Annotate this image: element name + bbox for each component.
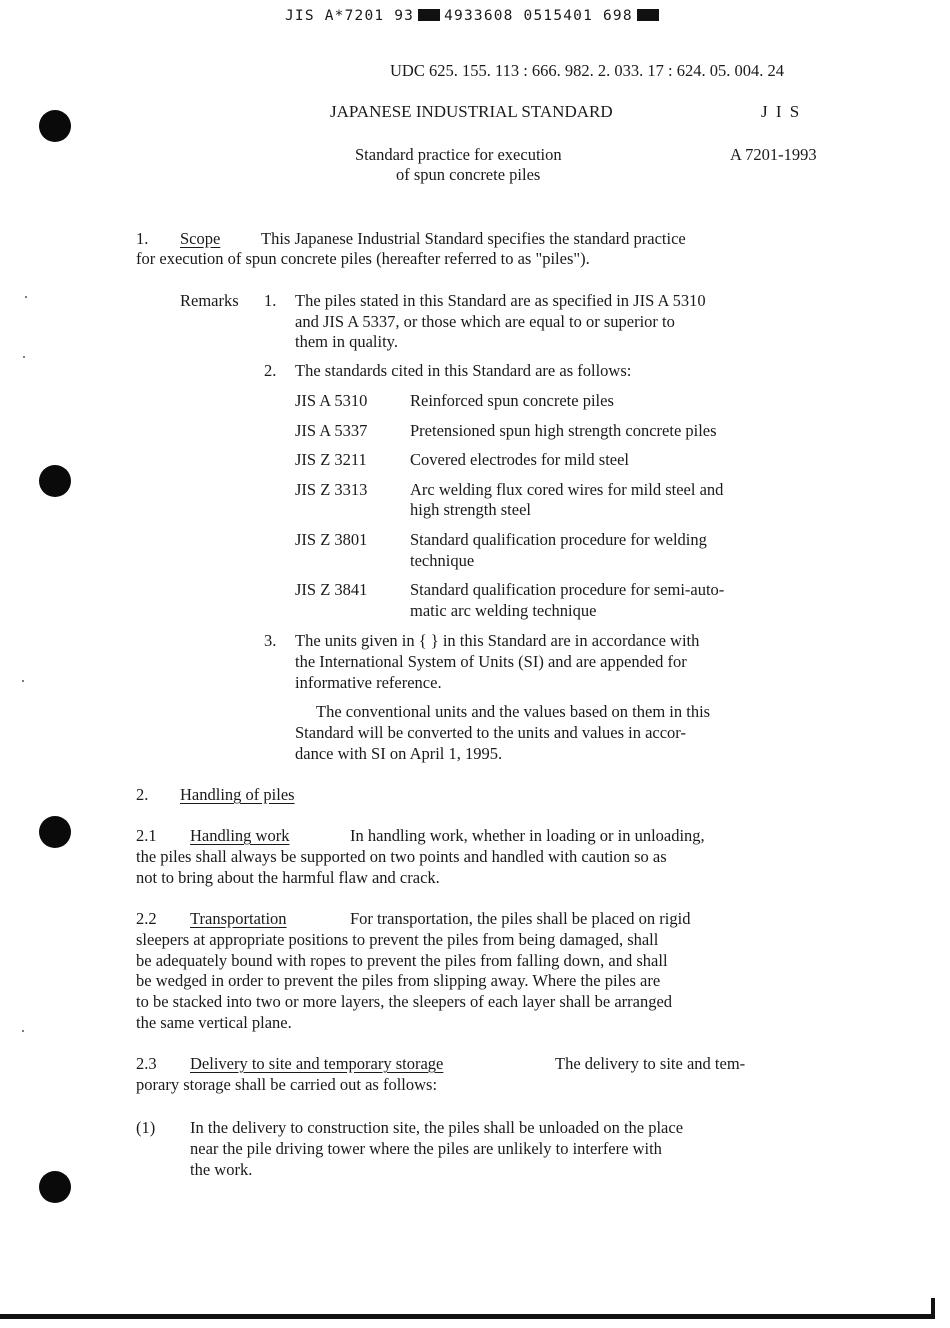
section-2-number: 2. bbox=[136, 785, 149, 804]
standard-title: Pretensioned spun high strength concrete piles bbox=[410, 421, 717, 440]
cited-standard-row bbox=[295, 420, 717, 441]
clause-2-1-heading: Handling work bbox=[190, 826, 290, 845]
clause-2-3-number: 2.3 bbox=[136, 1054, 157, 1073]
clause-2-3-line: The delivery to site and tem- bbox=[555, 1054, 746, 1073]
cited-standard-row bbox=[295, 579, 724, 600]
scope-number: 1. bbox=[136, 229, 149, 248]
remark-3-paragraph-line: Standard will be converted to the units and values in accor- bbox=[295, 723, 686, 742]
remark-3-paragraph-line: The conventional units and the values based on them in this bbox=[316, 702, 711, 721]
standard-code: JIS A 5337 bbox=[295, 421, 368, 440]
scan-speck bbox=[22, 1030, 24, 1032]
standard-title: Arc welding flux cored wires for mild steel and bbox=[410, 480, 724, 499]
clause-2-1-line: not to bring about the harmful flaw and crack. bbox=[136, 868, 440, 887]
standard-title: Standard qualification procedure for semi-auto- bbox=[410, 580, 725, 599]
binder-hole bbox=[39, 1171, 71, 1203]
standard-code: JIS Z 3211 bbox=[295, 450, 367, 469]
clause-2-2-number: 2.2 bbox=[136, 909, 157, 928]
title-line-1: Standard practice for execution bbox=[355, 145, 562, 164]
remark-3-line: The units given in { } in this Standard are in accordance with bbox=[295, 631, 700, 650]
remark-1-line: them in quality. bbox=[295, 332, 398, 351]
remark-3-line: the International System of Units (SI) and are appended for bbox=[295, 652, 687, 671]
standard-designation: A 7201-1993 bbox=[730, 145, 817, 164]
clause-2-2-line: the same vertical plane. bbox=[136, 1013, 292, 1032]
binder-hole bbox=[39, 816, 71, 848]
item-1-line: near the pile driving tower where the piles are unlikely to interfere with bbox=[190, 1139, 662, 1158]
binder-hole bbox=[39, 465, 71, 497]
title-line-2: of spun concrete piles bbox=[396, 165, 541, 184]
standard-title-continuation: technique bbox=[410, 551, 475, 570]
document-control-code bbox=[285, 6, 663, 27]
clause-2-3-line: porary storage shall be carried out as follows: bbox=[136, 1075, 438, 1094]
clause-2-1-line: In handling work, whether in loading or in unloading, bbox=[350, 826, 705, 845]
jis-mark: J I S bbox=[761, 102, 802, 121]
remark-3-line: informative reference. bbox=[295, 673, 442, 692]
clause-2-2-heading: Transportation bbox=[190, 909, 287, 928]
standard-name: JAPANESE INDUSTRIAL STANDARD bbox=[330, 102, 613, 121]
section-2-heading: Handling of piles bbox=[180, 785, 295, 804]
standard-code: JIS A 5310 bbox=[295, 391, 368, 410]
clause-2-2-line: sleepers at appropriate positions to prevent the piles from being damaged, shall bbox=[136, 930, 659, 949]
clause-2-1-line: the piles shall always be supported on two points and handled with caution so as bbox=[136, 847, 667, 866]
remarks-label: Remarks bbox=[180, 291, 239, 310]
remark-3-number: 3. bbox=[264, 631, 277, 650]
remark-1-line: The piles stated in this Standard are as specified in JIS A 5310 bbox=[295, 291, 706, 310]
remark-1-line: and JIS A 5337, or those which are equal to or superior to bbox=[295, 312, 675, 331]
standard-code: JIS Z 3841 bbox=[295, 580, 368, 599]
clause-2-2-line: be adequately bound with ropes to prevent the piles from falling down, and shall bbox=[136, 951, 668, 970]
cited-standard-row bbox=[295, 390, 614, 411]
bottom-border-corner bbox=[931, 1298, 935, 1319]
standard-title: Standard qualification procedure for welding bbox=[410, 530, 707, 549]
clause-2-1-number: 2.1 bbox=[136, 826, 157, 845]
item-1-line: the work. bbox=[190, 1160, 253, 1179]
cited-standard-row bbox=[295, 479, 723, 500]
redaction-bar bbox=[418, 9, 440, 21]
clause-2-3-heading: Delivery to site and temporary storage bbox=[190, 1054, 444, 1073]
standard-title-continuation: matic arc welding technique bbox=[410, 601, 597, 620]
standard-title-continuation: high strength steel bbox=[410, 500, 531, 519]
scan-speck bbox=[25, 296, 27, 298]
cited-standard-row bbox=[295, 449, 629, 470]
standard-code: JIS Z 3801 bbox=[295, 530, 368, 549]
item-1-number: (1) bbox=[136, 1118, 156, 1137]
scope-heading: Scope bbox=[180, 229, 221, 248]
remark-3-paragraph-line: dance with SI on April 1, 1995. bbox=[295, 744, 503, 763]
control-code-part1: JIS A*7201 93 bbox=[285, 8, 415, 24]
cited-standard-row bbox=[295, 529, 707, 550]
item-1-line: In the delivery to construction site, the piles shall be unloaded on the place bbox=[190, 1118, 684, 1137]
bottom-border-rule bbox=[0, 1314, 934, 1319]
redaction-bar bbox=[637, 9, 659, 21]
standard-title: Covered electrodes for mild steel bbox=[410, 450, 630, 469]
scope-text-line-1: This Japanese Industrial Standard specifies the standard practice bbox=[261, 229, 686, 248]
binder-hole bbox=[39, 110, 71, 142]
clause-2-2-line: to be stacked into two or more layers, the sleepers of each layer shall be arranged bbox=[136, 992, 673, 1011]
clause-2-2-line: be wedged in order to prevent the piles from slipping away. Where the piles are bbox=[136, 971, 661, 990]
clause-2-2-line: For transportation, the piles shall be placed on rigid bbox=[350, 909, 691, 928]
remark-2-number: 2. bbox=[264, 361, 277, 380]
udc-classification: UDC 625. 155. 113 : 666. 982. 2. 033. 17 : 624. 05. 004. 24 bbox=[390, 61, 785, 80]
scope-text-line-2: for execution of spun concrete piles (hereafter referred to as "piles"). bbox=[136, 249, 590, 268]
control-code-part2: 4933608 0515401 698 bbox=[444, 8, 633, 24]
standard-code: JIS Z 3313 bbox=[295, 480, 368, 499]
scan-speck bbox=[22, 680, 24, 682]
scan-speck bbox=[23, 356, 25, 358]
remark-2-intro: The standards cited in this Standard are as follows: bbox=[295, 361, 632, 380]
remark-1-number: 1. bbox=[264, 291, 277, 310]
standard-title: Reinforced spun concrete piles bbox=[410, 391, 614, 410]
